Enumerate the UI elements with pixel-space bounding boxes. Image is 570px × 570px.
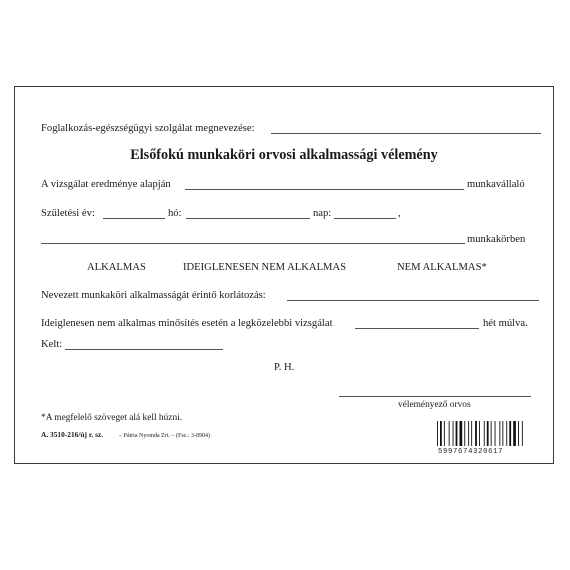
option-unfit[interactable]: NEM ALKALMAS*: [397, 262, 487, 273]
job-suffix: munkakörben: [467, 234, 526, 245]
birth-year-label: Születési év:: [41, 208, 95, 219]
employee-suffix: munkavállaló: [467, 179, 525, 190]
employee-name-field[interactable]: [185, 189, 464, 190]
service-name-field[interactable]: [271, 133, 541, 134]
option-fit[interactable]: ALKALMAS: [87, 262, 146, 273]
printer-info: – Pátria Nyomda Zrt. – (Fsz.: 3-8904): [119, 433, 210, 439]
medical-fitness-form: [14, 86, 554, 464]
next-exam-suffix: hét múlva.: [483, 318, 528, 329]
birth-month-field[interactable]: [186, 218, 310, 219]
next-exam-weeks-field[interactable]: [355, 328, 479, 329]
next-exam-label: Ideiglenesen nem alkalmas minősítés esetén a legközelebbi vizsgálat: [41, 318, 333, 329]
date-field[interactable]: [65, 349, 223, 350]
footnote: *A megfelelő szöveget alá kell húzni.: [41, 413, 183, 423]
exam-result-label: A vizsgálat eredménye alapján: [41, 179, 171, 190]
restriction-label: Nevezett munkaköri alkalmasságát érintő korlátozás:: [41, 290, 266, 301]
option-temporarily-unfit[interactable]: IDEIGLENESEN NEM ALKALMAS: [183, 262, 347, 273]
service-label: Foglalkozás-egészségügyi szolgálat megnevezése:: [41, 123, 255, 134]
birth-comma: ,: [398, 208, 401, 219]
birth-day-field[interactable]: [334, 218, 396, 219]
form-code: A. 3510-216/új r. sz.: [41, 430, 104, 439]
barcode-digits: 5997674320617: [438, 448, 504, 456]
stamp-label: P. H.: [274, 362, 295, 373]
doctor-signature-field[interactable]: [339, 396, 531, 397]
birth-month-label: hó:: [168, 208, 182, 219]
form-title: Elsőfokú munkaköri orvosi alkalmassági vélemény: [130, 147, 438, 163]
job-position-field[interactable]: [41, 243, 465, 244]
doctor-label: véleményező orvos: [398, 400, 471, 410]
date-label: Kelt:: [41, 339, 63, 350]
birth-day-label: nap:: [313, 208, 332, 219]
birth-year-field[interactable]: [103, 218, 165, 219]
barcode: [437, 421, 529, 446]
restriction-field[interactable]: [287, 300, 539, 301]
